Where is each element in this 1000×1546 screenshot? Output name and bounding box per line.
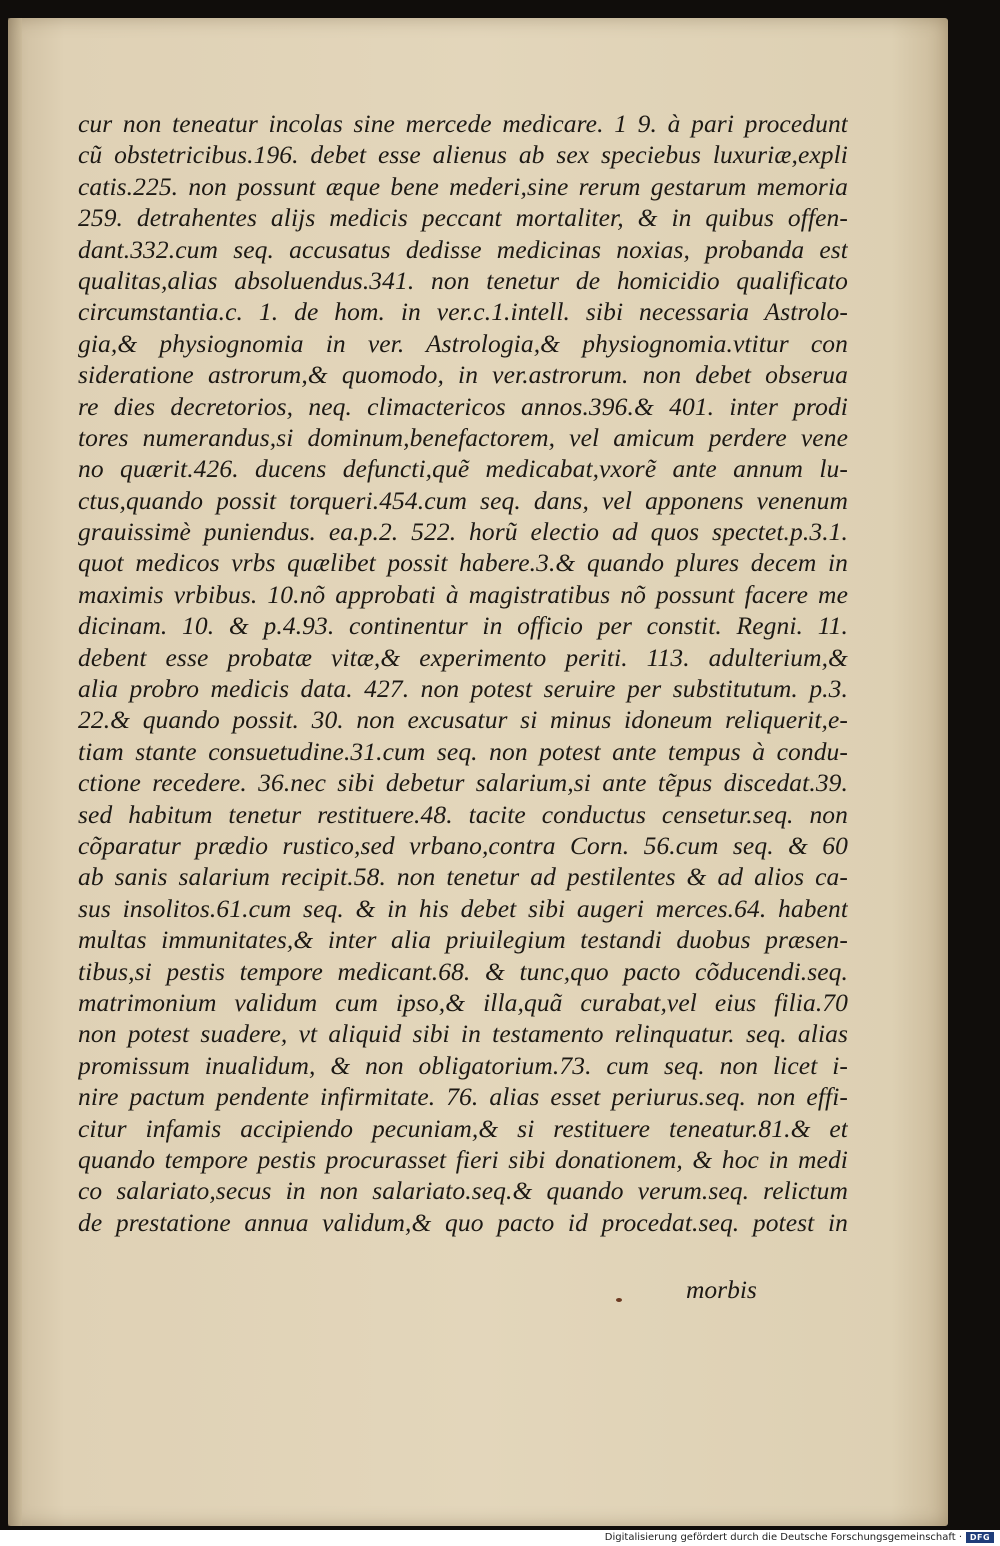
text-line: quot medicos vrbs quælibet possit habere.3.& quando plures decem in [78,548,848,578]
text-line: tores numerandus,si dominum,benefactorem, vel amicum perdere vene [78,422,848,452]
text-line: sideratione astrorum,& quomodo, in ver.astrorum. non debet obserua [78,360,848,390]
text-line: tiam stante consuetudine.31.cum seq. non potest ante tempus à condu- [78,736,848,766]
text-line: dant.332.cum seq. accusatus dedisse medicinas noxias, probanda est [78,234,848,264]
text-line: dicinam. 10. & p.4.93. continentur in officio per constit. Regni. 11. [78,611,848,641]
text-line: promissum inualidum, & non obligatorium.73. cum seq. non licet i- [78,1050,848,1080]
text-line: ctione recedere. 36.nec sibi debetur salarium,si ante tẽpus discedat.39. [78,768,848,798]
text-line: catis.225. non possunt æque bene mederi,sine rerum gestarum memoria [78,171,848,201]
ink-spot [616,1298,622,1302]
text-line: citur infamis accipiendo pecuniam,& si restituere teneatur.81.& et [78,1113,848,1143]
dfg-logo: DFG [966,1532,994,1543]
text-line: 22.& quando possit. 30. non excusatur si minus idoneum reliquerit,e- [78,705,848,735]
text-line: sus insolitos.61.cum seq. & in his debet sibi augeri merces.64. habent [78,893,848,923]
text-line: cur non teneatur incolas sine mercede medicare. 1 9. à pari procedunt [78,109,848,138]
text-line: qualitas,alias absoluendus.341. non tenetur de homicidio qualificato [78,265,848,295]
text-line: nire pactum pendente infirmitate. 76. alias esset periurus.seq. non effi- [78,1082,848,1112]
text-line: multas immunitates,& inter alia priuilegium testandi duobus præsen- [78,925,848,955]
text-line: re dies decretorios, neq. climactericos annos.396.& 401. inter prodi [78,391,848,421]
text-line: maximis vrbibus. 10.nõ approbati à magistratibus nõ possunt facere me [78,579,848,609]
index-text-block [78,108,848,1238]
text-line: ab sanis salarium recipit.58. non tenetur ad pestilentes & ad alios ca- [78,862,848,892]
text-line: cũ obstetricibus.196. debet esse alienus ab sex speciebus luxuriæ,expli [78,140,848,170]
text-line: quando tempore pestis procurasset fieri sibi donationem, & hoc in medi [78,1144,848,1174]
text-line: gia,& physiognomia in ver. Astrologia,& physiognomia.vtitur con [78,328,848,358]
text-line: alia probro medicis data. 427. non potest seruire per substitutum. p.3. [78,674,848,704]
text-line: sed habitum tenetur restituere.48. tacite conductus censetur.seq. non [78,799,848,829]
text-line: grauissimè puniendus. ea.p.2. 522. horũ electio ad quos spectet.p.3.1. [78,517,848,547]
text-line: non potest suadere, vt aliquid sibi in testamento relinquatur. seq. alias [78,1019,848,1049]
digitization-credit: Digitalisierung gefördert durch die Deutsche Forschungsgemeinschaft · [604,1532,962,1543]
catchword: morbis [686,1275,757,1304]
text-line: debent esse probatæ vitæ,& experimento periti. 113. adulterium,& [78,642,848,672]
text-line: circumstantia.c. 1. de hom. in ver.c.1.intell. sibi necessaria Astrolo- [78,297,848,327]
text-line: co salariato,secus in non salariato.seq.& quando verum.seq. relictum [78,1176,848,1206]
text-line: ctus,quando possit torqueri.454.cum seq. dans, vel apponens venenum [78,485,848,515]
text-line: cõparatur prædio rustico,sed vrbano,contra Corn. 56.cum seq. & 60 [78,830,848,860]
page-gutter-shadow [8,18,22,1526]
text-line: tibus,si pestis tempore medicant.68. & tunc,quo pacto cõducendi.seq. [78,956,848,986]
text-line: 259. detrahentes alijs medicis peccant mortaliter, & in quibus offen- [78,203,848,233]
text-line: de prestatione annua validum,& quo pacto id procedat.seq. potest in [78,1207,848,1237]
text-line: no quærit.426. ducens defuncti,quẽ medicabat,vxorẽ ante annum lu- [78,454,848,484]
text-line: matrimonium validum cum ipso,& illa,quã curabat,vel eius filia.70 [78,987,848,1017]
